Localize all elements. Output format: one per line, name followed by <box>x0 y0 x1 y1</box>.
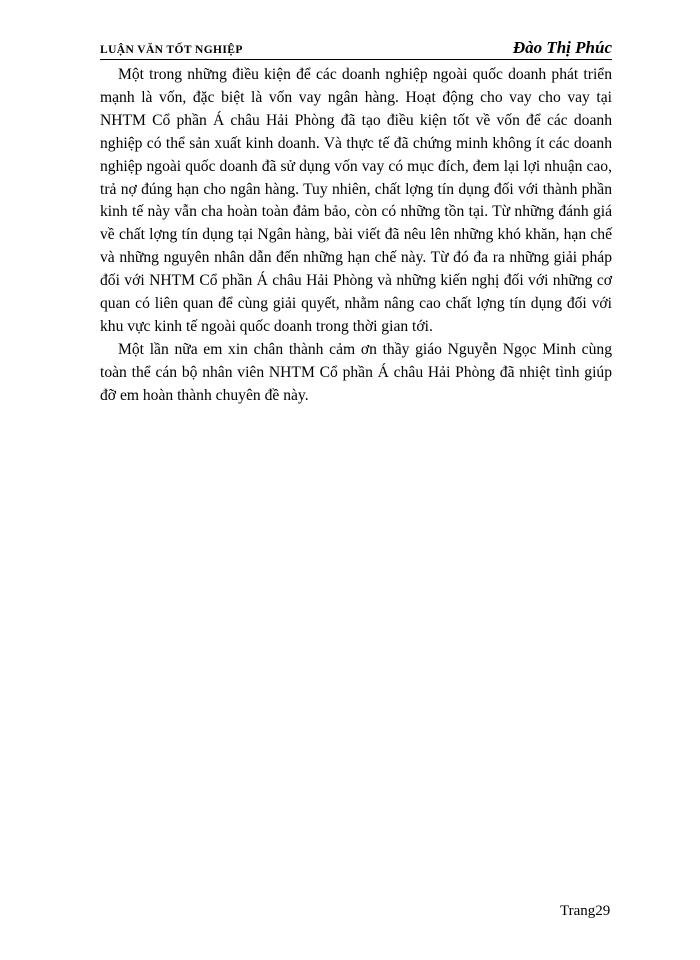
paragraph-acknowledgement: Một lần nữa em xin chân thành cảm ơn thầy giáo Nguyễn Ngọc Minh cùng toàn thể cán bộ nhân viên NHTM Cổ phần Á châu Hải Phòng đã nhiệt tình giúp đỡ em hoàn thành chuyên đề này. <box>100 340 612 404</box>
paragraph-conclusion: Một trong những điều kiện để các doanh nghiệp ngoài quốc doanh phát triển mạnh là vốn, đặc biệt là vốn vay ngân hàng. Hoạt động cho vay cho vay tại NHTM Cổ phần Á châu Hải Phòng đã tạo điều kiện tốt về vốn để các doanh nghiệp có thể sản xuất kinh doanh. Và thực tế đã chứng minh không ít các doanh nghiệp ngoài quốc doanh đã sử dụng vốn vay có mục đích, đem lại lợi nhuận cao, trả nợ đúng hạn cho ngân hàng. Tuy nhiên, chất lợng tín dụng đối với thành phần kinh tế này vẫn cha hoàn toàn đảm bảo, còn có những tồn tại. Từ những đánh giá về chất lợng tín dụng tại Ngân hàng, bài viết đã nêu lên những khó khăn, hạn chế và những nguyên nhân dẫn đến những hạn chế này. Từ đó đa ra những giải pháp đối với NHTM Cổ phần Á châu Hải Phòng và những kiến nghị đối với những cơ quan có liên quan để cùng giải quyết, nhằm nâng cao chất lợng tín dụng đối với khu vực kinh tế ngoài quốc doanh trong thời gian tới. <box>100 66 612 335</box>
author-name: Đào Thị Phúc <box>512 38 612 57</box>
body-text <box>100 64 612 408</box>
page-header <box>100 38 612 60</box>
header-divider <box>100 59 612 60</box>
page-number: Trang29 <box>560 903 611 919</box>
document-title: LUẬN VĂN TỐT NGHIỆP <box>100 44 243 56</box>
